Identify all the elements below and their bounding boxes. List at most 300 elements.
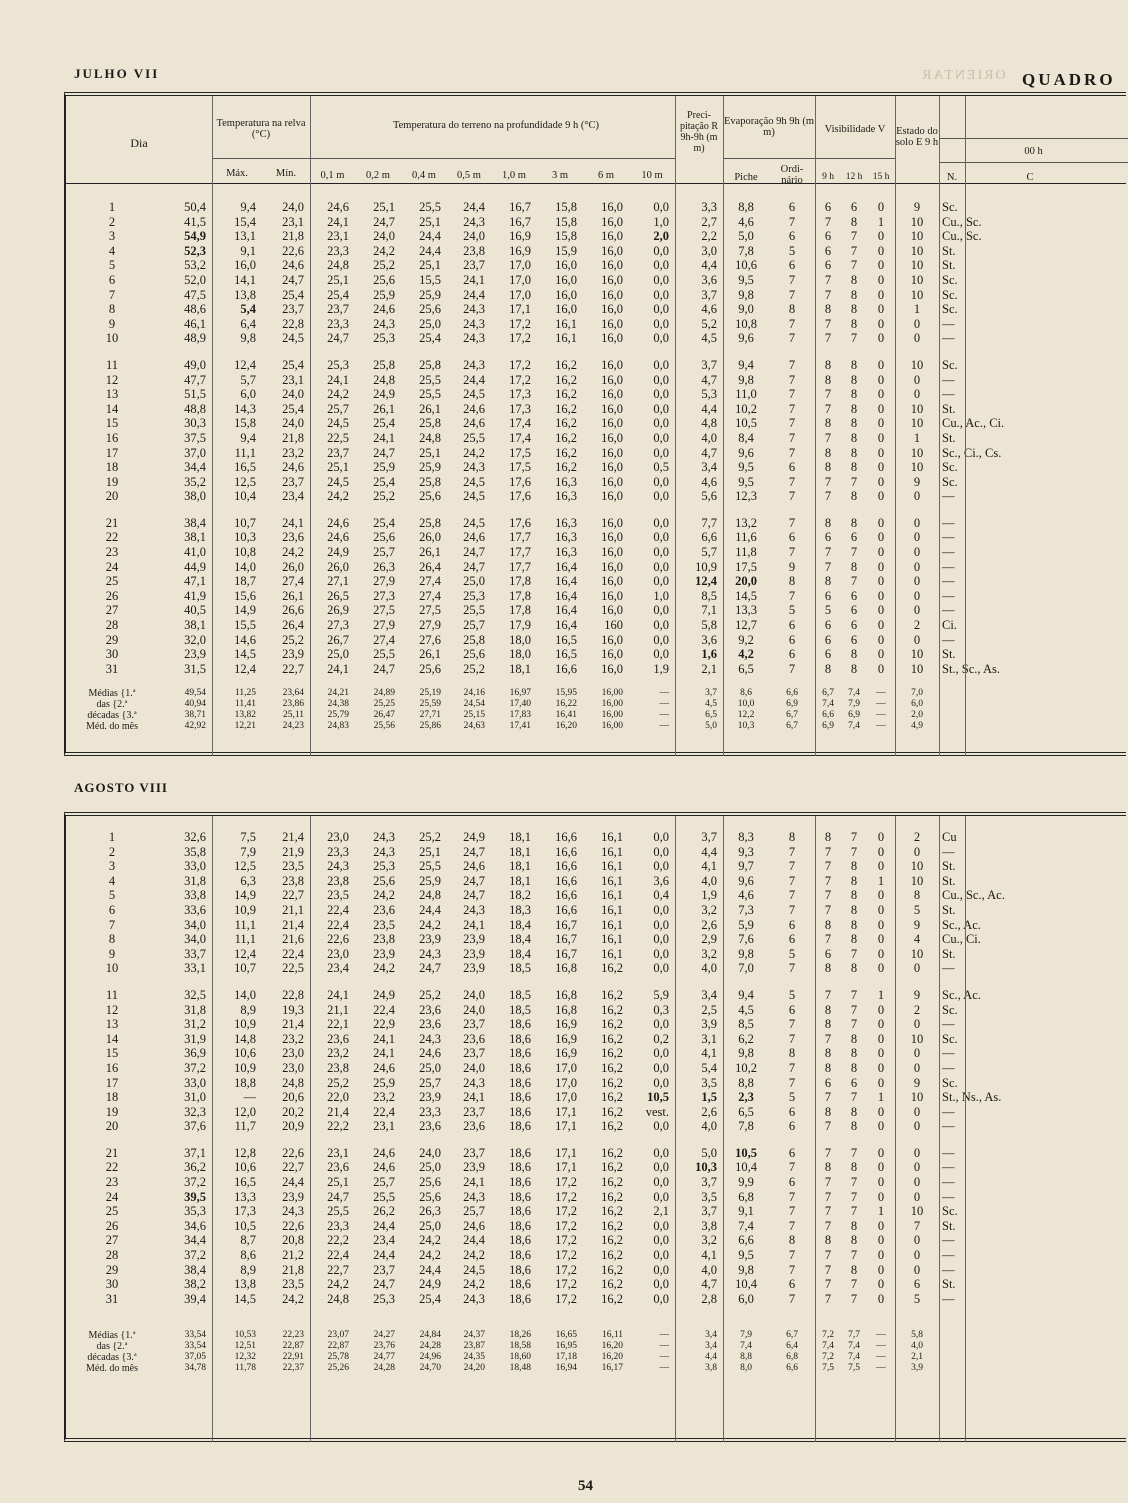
summary-cell: 23,64 xyxy=(282,688,304,698)
column-divider xyxy=(723,96,724,756)
table-cell: 20,9 xyxy=(282,1119,304,1134)
summary-cell: 23,87 xyxy=(463,1341,485,1351)
table-cell: 8 xyxy=(850,515,858,530)
table-row xyxy=(66,988,1095,1003)
table-cell: 24,7 xyxy=(463,844,485,859)
table-cell: 1 xyxy=(877,987,885,1002)
table-cell: 16,0 xyxy=(601,302,623,317)
table-cell: — xyxy=(942,489,955,504)
table-row xyxy=(66,431,1095,446)
table-cell: 7 xyxy=(850,987,858,1002)
table-cell: 3,0 xyxy=(701,243,717,258)
summary-cell: 24,20 xyxy=(463,1363,485,1373)
table-cell: 25,0 xyxy=(419,1218,441,1233)
table-cell: 8 xyxy=(788,574,796,589)
table-cell: 24,1 xyxy=(373,1031,395,1046)
table-cell: 16,1 xyxy=(601,859,623,874)
table-cell: 10,8 xyxy=(234,545,256,560)
table-cell: 24,9 xyxy=(419,1277,441,1292)
table-cell: 25,1 xyxy=(327,272,349,287)
summary-cell: 7,4 xyxy=(740,1341,752,1351)
summary-cell: — xyxy=(659,1352,669,1362)
table-cell: 16,2 xyxy=(555,387,577,402)
table-cell: 25,2 xyxy=(373,258,395,273)
table-cell: 5 xyxy=(108,888,116,903)
table-cell: — xyxy=(942,1119,955,1134)
table-cell: 7 xyxy=(788,416,796,431)
table-cell: 26,1 xyxy=(419,647,441,662)
table-cell: 0 xyxy=(877,416,885,431)
table-cell: 8,6 xyxy=(240,1248,256,1263)
table-cell: 12,4 xyxy=(234,946,256,961)
table-cell: 37,2 xyxy=(184,1248,206,1263)
table-cell: 24,1 xyxy=(327,987,349,1002)
table-cell: 7 xyxy=(788,430,796,445)
table-cell: 16,2 xyxy=(555,445,577,460)
table-cell: 22,9 xyxy=(373,1017,395,1032)
table-cell: 13,8 xyxy=(234,1277,256,1292)
table-cell: 17,0 xyxy=(509,258,531,273)
table-cell: 7 xyxy=(850,1090,858,1105)
table-cell: 6 xyxy=(788,200,796,214)
table-cell: 17,3 xyxy=(509,401,531,416)
table-cell: 7 xyxy=(824,545,832,560)
summary-cell: 16,20 xyxy=(601,1341,623,1351)
table-cell: 16,8 xyxy=(555,961,577,976)
table-cell: 16,7 xyxy=(555,917,577,932)
table-cell: — xyxy=(942,1175,955,1190)
summary-cell: 7,7 xyxy=(848,1330,860,1340)
table-cell: 6 xyxy=(824,618,832,633)
table-cell: 1 xyxy=(877,1090,885,1105)
table-cell: 24,5 xyxy=(463,387,485,402)
table-cell: 0 xyxy=(877,632,885,647)
col-depth-7: 10 m xyxy=(641,170,663,181)
table-row xyxy=(66,1146,1095,1161)
table-cell: 22,2 xyxy=(327,1233,349,1248)
table-cell: 25,0 xyxy=(463,574,485,589)
table-cell: 17,6 xyxy=(509,474,531,489)
summary-cell: 10,53 xyxy=(234,1330,256,1340)
summary-row xyxy=(66,1341,1095,1352)
table-cell: 26,2 xyxy=(373,1204,395,1219)
table-cell: 16,1 xyxy=(601,873,623,888)
summary-cell: 24,27 xyxy=(373,1330,395,1340)
table-cell: 24,1 xyxy=(463,917,485,932)
table-cell: 21,4 xyxy=(282,830,304,844)
table-cell: 13,8 xyxy=(234,287,256,302)
table-cell: 1 xyxy=(877,873,885,888)
table-cell: 37,2 xyxy=(184,1175,206,1190)
table-cell: 7,1 xyxy=(701,603,717,618)
column-divider xyxy=(815,96,816,756)
table-cell: 23,8 xyxy=(282,873,304,888)
table-cell: 25,2 xyxy=(419,987,441,1002)
table-cell: 4,0 xyxy=(701,1119,717,1134)
table-cell: St. xyxy=(942,430,956,445)
table-cell: 14,6 xyxy=(234,632,256,647)
table-cell: 24,4 xyxy=(373,1218,395,1233)
table-cell: 6 xyxy=(788,618,796,633)
table-cell: 0 xyxy=(913,961,921,976)
august-data-table xyxy=(66,830,1095,1306)
table-cell: 10 xyxy=(910,647,924,662)
table-cell: 12,4 xyxy=(234,357,256,372)
table-cell: 7 xyxy=(824,902,832,917)
table-cell: 24,7 xyxy=(327,331,349,346)
table-cell: 3,3 xyxy=(701,200,717,214)
table-cell: 24,6 xyxy=(373,1060,395,1075)
table-cell: 6 xyxy=(824,588,832,603)
summary-cell: 6,9 xyxy=(822,721,834,731)
table-cell: 1 xyxy=(108,830,116,844)
table-cell: 0 xyxy=(877,474,885,489)
table-cell: 6 xyxy=(850,1075,858,1090)
table-cell: 23,3 xyxy=(327,316,349,331)
table-cell: 16,0 xyxy=(601,229,623,244)
table-cell: 4,7 xyxy=(701,1277,717,1292)
table-cell: 21,2 xyxy=(282,1248,304,1263)
table-cell: 7 xyxy=(824,272,832,287)
table-cell: 24,4 xyxy=(463,1233,485,1248)
table-cell: 9 xyxy=(108,316,116,331)
table-cell: 0,3 xyxy=(653,1002,669,1017)
table-cell: St. xyxy=(942,647,956,662)
summary-cell: 6,9 xyxy=(786,699,798,709)
table-cell: 16,2 xyxy=(601,1002,623,1017)
table-cell: 23,7 xyxy=(463,1017,485,1032)
table-cell: 24,2 xyxy=(419,1233,441,1248)
table-cell: St. xyxy=(942,873,956,888)
table-cell: 23,0 xyxy=(282,1060,304,1075)
table-cell: 9,8 xyxy=(738,372,754,387)
summary-cell: 16,97 xyxy=(509,688,531,698)
table-cell: 7 xyxy=(788,515,796,530)
table-cell: 10,4 xyxy=(234,489,256,504)
table-cell: 16,0 xyxy=(555,258,577,273)
table-cell: 25,1 xyxy=(419,258,441,273)
table-cell: 18,6 xyxy=(509,1075,531,1090)
column-divider xyxy=(815,816,816,1442)
table-cell: 15,4 xyxy=(234,214,256,229)
table-cell: 0 xyxy=(877,559,885,574)
table-cell: 24,2 xyxy=(327,387,349,402)
table-cell: 8 xyxy=(850,430,858,445)
table-cell: 17,5 xyxy=(509,460,531,475)
table-cell: 5,9 xyxy=(653,987,669,1002)
table-row xyxy=(66,1204,1095,1219)
table-cell: 9,5 xyxy=(738,460,754,475)
table-cell: 16 xyxy=(105,430,119,445)
table-cell: 23,6 xyxy=(327,1031,349,1046)
summary-cell: 16,17 xyxy=(601,1363,623,1373)
summary-cell: 24,38 xyxy=(327,699,349,709)
table-cell: Sc. xyxy=(942,287,958,302)
table-cell: 6 xyxy=(850,200,858,214)
table-cell: 7,4 xyxy=(738,1218,754,1233)
summary-cell: 7,0 xyxy=(911,688,923,698)
table-cell: 3,7 xyxy=(701,830,717,844)
table-cell: 16,6 xyxy=(555,661,577,676)
table-cell: 0,0 xyxy=(653,357,669,372)
table-cell: 8 xyxy=(824,1002,832,1017)
table-cell: 21,8 xyxy=(282,229,304,244)
table-cell: 4,2 xyxy=(738,647,754,662)
table-cell: 24,8 xyxy=(327,258,349,273)
table-cell: 9,4 xyxy=(738,357,754,372)
table-cell: 28 xyxy=(105,618,119,633)
table-cell: 2 xyxy=(913,830,921,844)
table-cell: 26,0 xyxy=(419,530,441,545)
table-cell: 8 xyxy=(850,1160,858,1175)
summary-cell: 37,05 xyxy=(184,1352,206,1362)
summary-cell: — xyxy=(659,1363,669,1373)
table-cell: 7 xyxy=(913,1218,921,1233)
table-cell: 3,6 xyxy=(653,873,669,888)
table-cell: 10 xyxy=(910,229,924,244)
table-cell: 6 xyxy=(788,647,796,662)
table-cell: 23,5 xyxy=(282,1277,304,1292)
table-cell: 9 xyxy=(913,474,921,489)
table-cell: 9,5 xyxy=(738,1248,754,1263)
summary-cell: 12,21 xyxy=(234,721,256,731)
table-cell: 10,4 xyxy=(735,1160,757,1175)
table-row xyxy=(66,1160,1095,1175)
table-cell: 0 xyxy=(877,445,885,460)
table-cell: 17,2 xyxy=(509,372,531,387)
table-cell: 6 xyxy=(788,1119,796,1134)
summary-cell: 11,41 xyxy=(234,699,256,709)
table-cell: 37,0 xyxy=(184,445,206,460)
table-cell: 18,6 xyxy=(509,1218,531,1233)
table-cell: 37,5 xyxy=(184,430,206,445)
table-cell: 12 xyxy=(105,372,119,387)
table-cell: 16,0 xyxy=(601,460,623,475)
table-cell: 4,1 xyxy=(701,1046,717,1061)
table-cell: 10,9 xyxy=(234,902,256,917)
table-cell: 0,0 xyxy=(653,902,669,917)
table-cell: 18,6 xyxy=(509,1160,531,1175)
col-max: Máx. xyxy=(226,168,248,179)
table-cell: 44,9 xyxy=(184,559,206,574)
table-cell: 7,7 xyxy=(701,515,717,530)
table-cell: 8 xyxy=(850,1233,858,1248)
table-cell: 24,6 xyxy=(463,530,485,545)
table-cell: 26,3 xyxy=(419,1204,441,1219)
table-cell: 7 xyxy=(824,1291,832,1306)
table-cell: 9,7 xyxy=(738,859,754,874)
table-cell: 21,4 xyxy=(282,917,304,932)
table-cell: 17,5 xyxy=(735,559,757,574)
table-cell: 27,9 xyxy=(419,618,441,633)
table-cell: 0 xyxy=(913,1189,921,1204)
table-cell: 10,9 xyxy=(695,559,717,574)
table-cell: 25,9 xyxy=(419,460,441,475)
table-cell: 20,0 xyxy=(735,574,757,589)
table-cell: 18,6 xyxy=(509,1060,531,1075)
table-cell: 3,5 xyxy=(701,1189,717,1204)
table-cell: 21 xyxy=(105,515,119,530)
table-cell: 17 xyxy=(105,1075,119,1090)
table-cell: 16,1 xyxy=(555,331,577,346)
table-cell: 5,4 xyxy=(240,302,256,317)
table-cell: 24,2 xyxy=(327,1277,349,1292)
table-cell: 27 xyxy=(105,603,119,618)
table-cell: 8 xyxy=(824,445,832,460)
table-cell: 25,3 xyxy=(373,331,395,346)
table-row xyxy=(66,830,1095,845)
table-cell: 16,1 xyxy=(601,932,623,947)
table-cell: 1,0 xyxy=(653,588,669,603)
table-cell: 4 xyxy=(108,873,116,888)
table-cell: 24,4 xyxy=(419,243,441,258)
summary-cell: 25,15 xyxy=(463,710,485,720)
table-cell: 0,0 xyxy=(653,946,669,961)
table-cell: 7 xyxy=(824,559,832,574)
table-cell: 52,0 xyxy=(184,272,206,287)
table-cell: 17,8 xyxy=(509,588,531,603)
summary-cell: 10,3 xyxy=(737,721,755,731)
table-cell: 16,1 xyxy=(601,830,623,844)
table-cell: 0 xyxy=(877,661,885,676)
table-cell: 7 xyxy=(824,1119,832,1134)
table-cell: 24,0 xyxy=(463,987,485,1002)
table-cell: Sc. xyxy=(942,1075,958,1090)
table-cell: 25,4 xyxy=(282,401,304,416)
table-cell: 24,6 xyxy=(419,1046,441,1061)
table-cell: 11,1 xyxy=(234,932,256,947)
table-cell: — xyxy=(942,1248,955,1263)
col-depth-5: 3 m xyxy=(551,170,569,181)
table-cell: 38,4 xyxy=(184,1262,206,1277)
table-row xyxy=(66,1175,1095,1190)
summary-cell: 17,18 xyxy=(555,1352,577,1362)
table-cell: 12,4 xyxy=(234,661,256,676)
table-cell: 17,7 xyxy=(509,530,531,545)
table-cell: 25,3 xyxy=(463,588,485,603)
table-cell: 0 xyxy=(877,331,885,346)
table-cell: 22,4 xyxy=(327,917,349,932)
table-cell: 24,6 xyxy=(327,530,349,545)
table-cell: 6 xyxy=(788,1175,796,1190)
table-cell: 9,4 xyxy=(738,987,754,1002)
table-cell: 24,7 xyxy=(373,214,395,229)
table-cell: 8 xyxy=(850,272,858,287)
table-cell: 23,5 xyxy=(282,859,304,874)
summary-cell: 16,22 xyxy=(555,699,577,709)
table-cell: 22,4 xyxy=(282,946,304,961)
table-cell: 24,4 xyxy=(463,287,485,302)
table-cell: 23,8 xyxy=(463,243,485,258)
table-cell: 8 xyxy=(850,1046,858,1061)
summary-cell: 33,54 xyxy=(184,1330,206,1340)
table-cell: — xyxy=(942,603,955,618)
table-cell: 24,3 xyxy=(463,316,485,331)
table-cell: 25,1 xyxy=(419,844,441,859)
table-cell: 16,7 xyxy=(509,200,531,214)
table-cell: 24,8 xyxy=(282,1075,304,1090)
table-cell: 0,0 xyxy=(653,859,669,874)
column-divider xyxy=(212,816,213,1442)
table-cell: 0,0 xyxy=(653,1075,669,1090)
table-cell: 25,3 xyxy=(327,357,349,372)
column-divider xyxy=(310,816,311,1442)
table-cell: 38,1 xyxy=(184,530,206,545)
table-cell: 10 xyxy=(910,873,924,888)
table-cell: 22,4 xyxy=(327,1248,349,1263)
table-cell: 10,4 xyxy=(735,1277,757,1292)
table-cell: 0,0 xyxy=(653,489,669,504)
table-cell: 24,2 xyxy=(373,243,395,258)
summary-cell: 24,89 xyxy=(373,688,395,698)
table-row xyxy=(66,489,1095,504)
table-cell: 8 xyxy=(108,302,116,317)
table-cell: 25,4 xyxy=(373,416,395,431)
table-cell: 9,9 xyxy=(738,1175,754,1190)
table-cell: Sc. xyxy=(942,200,958,214)
table-cell: 1 xyxy=(913,430,921,445)
table-cell: 16,9 xyxy=(555,1017,577,1032)
table-cell: 25,4 xyxy=(327,287,349,302)
table-cell: 24,1 xyxy=(463,1090,485,1105)
table-cell: 6 xyxy=(850,632,858,647)
table-cell: 23,1 xyxy=(327,229,349,244)
page-number: 54 xyxy=(578,1478,593,1494)
table-cell: 25,4 xyxy=(419,1291,441,1306)
table-cell: 25,5 xyxy=(463,430,485,445)
table-cell: 7 xyxy=(788,1248,796,1263)
summary-cell: 16,95 xyxy=(555,1341,577,1351)
table-cell: 10 xyxy=(910,401,924,416)
table-cell: 16,8 xyxy=(555,987,577,1002)
summary-cell: 16,00 xyxy=(601,721,623,731)
table-cell: 24,7 xyxy=(282,272,304,287)
table-cell: 16,0 xyxy=(601,489,623,504)
table-cell: 7 xyxy=(788,1075,796,1090)
table-cell: 0 xyxy=(913,1046,921,1061)
table-cell: 7 xyxy=(788,961,796,976)
table-cell: 16,2 xyxy=(601,1277,623,1292)
table-cell: — xyxy=(942,387,955,402)
table-cell: 16,0 xyxy=(555,272,577,287)
table-cell: 25,5 xyxy=(419,859,441,874)
table-cell: 5 xyxy=(788,1090,796,1105)
table-cell: 9 xyxy=(788,559,796,574)
table-cell: 10 xyxy=(910,460,924,475)
table-cell: 13,2 xyxy=(735,515,757,530)
table-cell: 16,0 xyxy=(601,603,623,618)
summary-cell: — xyxy=(876,1330,886,1340)
table-cell: 32,6 xyxy=(184,830,206,844)
summary-cell: 3,4 xyxy=(705,1330,717,1340)
table-cell: 8 xyxy=(824,1160,832,1175)
table-cell: 7 xyxy=(824,214,832,229)
table-cell: 25,8 xyxy=(419,474,441,489)
table-cell: 0 xyxy=(877,272,885,287)
table-cell: 0 xyxy=(913,588,921,603)
table-cell: 2,8 xyxy=(701,1291,717,1306)
table-cell: 16,9 xyxy=(509,229,531,244)
table-cell: 26,4 xyxy=(419,559,441,574)
table-cell: 7 xyxy=(788,1060,796,1075)
table-cell: — xyxy=(942,844,955,859)
table-cell: 14,5 xyxy=(234,1291,256,1306)
table-cell: 8,7 xyxy=(240,1233,256,1248)
table-cell: Sc., Ci., Cs. xyxy=(942,445,1002,460)
table-cell: 25,2 xyxy=(419,830,441,844)
table-row xyxy=(66,1017,1095,1032)
col-ordinario: Ordi- nário xyxy=(780,164,804,186)
